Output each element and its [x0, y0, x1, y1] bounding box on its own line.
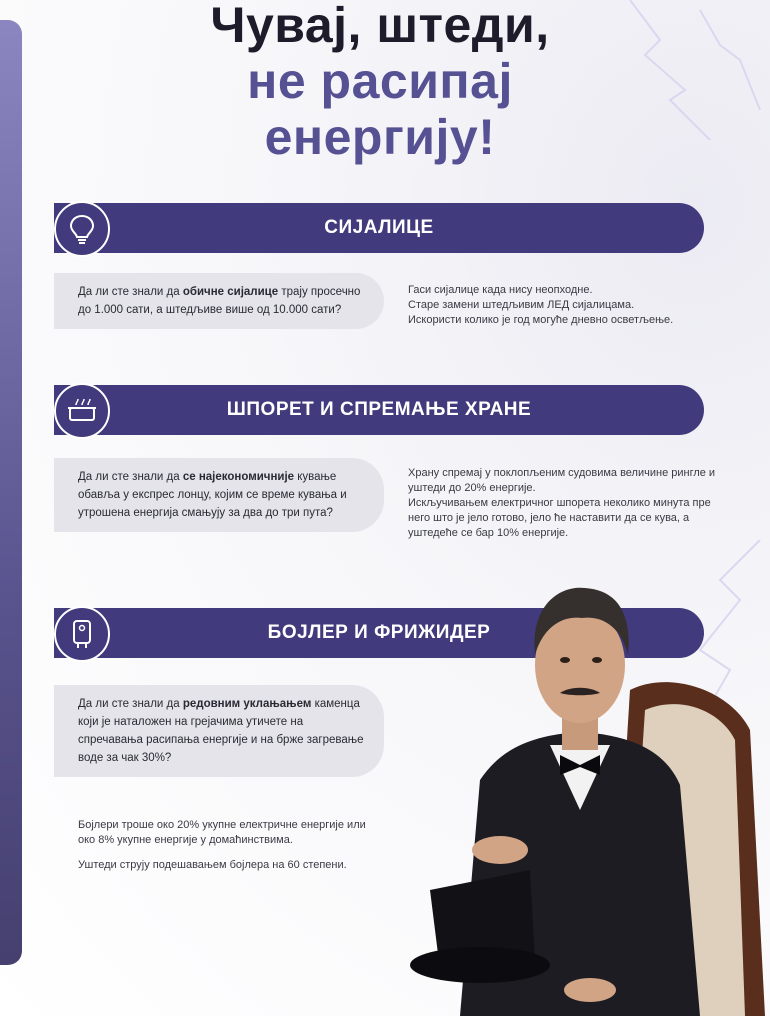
section-heading: СИЈАЛИЦЕ — [324, 217, 434, 238]
tip-text: Старе замени штедљивим ЛЕД сијалицама. — [408, 299, 635, 311]
left-accent-bar — [0, 20, 22, 965]
tips-bulbs — [408, 283, 728, 328]
fact-bubble-bulbs: Да ли сте знали да обичне сијалице трају просечно до 1.000 сати, а штедљиве више од 10.000 сати? — [54, 273, 384, 329]
tip-text: Искључивањем електричног шпорета неколико минута пре него што је јело готово, јело ће наставити да се кува, а уштедеће се бар 10% енергије. — [408, 497, 711, 539]
tip-text: Храну спремај у поклопљеним судовима величине рингле и уштеди до 20% енергије. — [408, 467, 716, 494]
fact-bubble-boiler: Да ли сте знали да редовним уклањањем каменца који је наталожен на грејачима утичете на спречавања расипања енергије и на брже загревање воде за чак 30%? — [54, 685, 384, 777]
tip-text: Уштеди струју подешавањем бојлера на 60 степени. — [78, 859, 347, 871]
title-line-1: Чувај, штеди, — [210, 0, 550, 53]
title-line-3: енергију! — [264, 109, 496, 165]
lightbulb-icon — [54, 201, 110, 257]
tips-boiler — [78, 818, 368, 873]
lightning-decoration-top — [590, 0, 770, 140]
section-band-bulbs — [54, 203, 704, 253]
tip-text: Искористи колико је год могуће дневно осветљење. — [408, 314, 674, 326]
character-illustration — [400, 560, 770, 1016]
section-band-stove — [54, 385, 704, 435]
tip-text: Бојлери троше око 20% укупне електричне енергије или око 8% укупне енергије у домаћинствима. — [78, 819, 366, 846]
stove-icon — [54, 383, 110, 439]
fact-bubble-stove: Да ли сте знали да се најекономичније кување обавља у експрес лонцу, којим се време кувања и утрошена енергија смањују за два до три пута? — [54, 458, 384, 532]
title-line-2: не расипај — [247, 53, 513, 109]
boiler-icon — [54, 606, 110, 662]
section-heading: ШПОРЕТ И СПРЕМАЊЕ ХРАНЕ — [226, 399, 532, 420]
section-heading: БОЈЛЕР И ФРИЖИДЕР — [267, 622, 491, 643]
tip-text: Гаси сијалице када нису неопходне. — [408, 284, 593, 296]
tips-stove — [408, 466, 728, 541]
